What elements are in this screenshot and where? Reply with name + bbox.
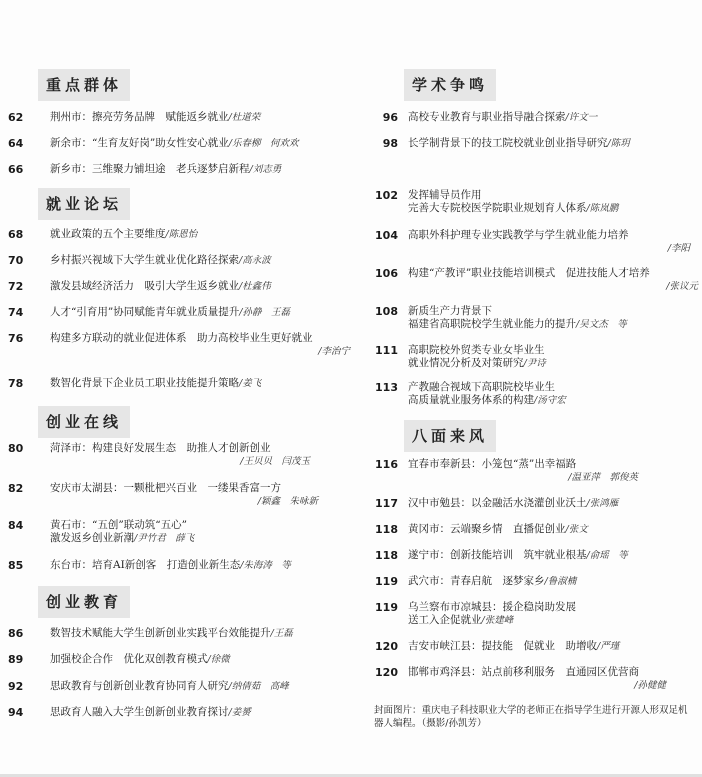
- entry-title: 新乡市：三维聚力铺坦途 老兵逐梦启新程: [50, 163, 250, 175]
- page-number: 113: [375, 381, 398, 394]
- entry-title: 汉中市勉县：以金融活水浇灌创业沃土: [408, 497, 587, 509]
- entry-author: /张鸿雁: [586, 498, 619, 509]
- page-number: 111: [375, 344, 398, 357]
- entry-author: /朱海涛 等: [240, 560, 291, 571]
- entry-title-line2: 福建省高职院校学生就业能力的提升: [408, 318, 576, 330]
- section-header-academic-debate: 学术争鸣: [404, 69, 496, 101]
- page-number: 120: [375, 640, 398, 653]
- section-header-startup-education: 创业教育: [38, 586, 130, 618]
- page-number: 80: [8, 442, 24, 455]
- entry-author: /孙健健: [634, 680, 666, 691]
- entry-title-line1: 新质生产力背景下: [408, 305, 492, 317]
- entry-author: /严瑾: [597, 641, 620, 652]
- section-header-employment-forum: 就业论坛: [38, 188, 130, 220]
- entry-author: /俞瑶 等: [586, 550, 628, 561]
- entry-title: 构建“产教评”职业技能培训模式 促进技能人才培养: [408, 267, 650, 279]
- section-header-key-groups: 重点群体: [38, 69, 130, 101]
- page-number: 68: [8, 228, 24, 241]
- cover-photo-caption: 封面图片：重庆电子科技职业大学的老师正在指导学生进行开源人形双足机器人编程。（摄影/孙凯芳）: [374, 705, 688, 729]
- entry-title: 荆州市：擦亮劳务品牌 赋能返乡就业: [50, 111, 229, 123]
- page-number: 85: [8, 559, 24, 572]
- entry-author: /许文一: [565, 112, 598, 123]
- entry-title: 东台市：培育AI新创客 打造创业新生态: [50, 559, 241, 571]
- page-number: 86: [8, 627, 24, 640]
- entry-title-line1: 乌兰察布市凉城县：援企稳岗助发展: [408, 601, 576, 613]
- entry-author: /汤守宏: [534, 395, 566, 406]
- entry-author: /颖鑫 朱咏新: [257, 496, 318, 507]
- page-number: 118: [375, 549, 398, 562]
- entry-author: /鲁淑楠: [544, 576, 577, 587]
- entry-author: /陈岚鹏: [586, 203, 619, 214]
- page-number: 118: [375, 523, 398, 536]
- entry-author: /乐春柳 何欢欢: [228, 138, 299, 149]
- entry-title: 人才“引育用”协同赋能青年就业质量提升: [50, 306, 240, 318]
- entry-title-line1: 发挥辅导员作用: [408, 189, 482, 201]
- entry-title: 数智化背景下企业员工职业技能提升策略: [50, 377, 239, 389]
- page-number: 102: [375, 189, 398, 202]
- entry-author: /吴文杰 等: [576, 319, 627, 330]
- entry-author: /张建峰: [481, 615, 514, 626]
- entry-title: 就业政策的五个主要维度: [50, 228, 166, 240]
- page-number: 119: [375, 601, 398, 614]
- entry-title: 武穴市：青春启航 逐梦家乡: [408, 575, 545, 587]
- entry-author: /尹竹君 薛飞: [134, 533, 195, 544]
- page-number: 106: [375, 267, 398, 280]
- page-number: 96: [382, 111, 398, 124]
- entry-title: 菏泽市：构建良好发展生态 助推人才创新创业: [50, 442, 271, 454]
- page-number: 74: [8, 306, 24, 319]
- section-header-all-directions: 八面来风: [404, 420, 496, 452]
- page-number: 117: [375, 497, 398, 510]
- entry-title-line1: 高职院校外贸类专业女毕业生: [408, 344, 545, 356]
- page-number: 82: [8, 482, 24, 495]
- entry-author: /刘志勇: [249, 164, 282, 175]
- entry-title: 新余市：“生育友好岗”助女性安心就业: [50, 137, 229, 149]
- entry-author: /姜飞: [239, 378, 262, 389]
- entry-title-line2: 高质量就业服务体系的构建: [408, 394, 534, 406]
- page-number: 70: [8, 254, 24, 267]
- entry-title: 加强校企合作 优化双创教育模式: [50, 653, 208, 665]
- page-number: 76: [8, 332, 24, 345]
- entry-author: /张议元: [666, 281, 698, 292]
- entry-author: /王磊: [270, 628, 293, 639]
- entry-author: /李治宁: [318, 346, 350, 357]
- entry-author: /王贝贝 闫茂玉: [240, 456, 310, 467]
- entry-author: /孙静 王磊: [239, 307, 290, 318]
- entry-author: /高永波: [239, 255, 271, 266]
- entry-author: /陈玥: [607, 138, 630, 149]
- entry-title-line2: 就业情况分析及对策研究: [408, 357, 524, 369]
- entry-author: /徐微: [207, 654, 230, 665]
- entry-author: /杜道荣: [228, 112, 261, 123]
- page-number: 62: [8, 111, 24, 124]
- entry-title: 邯郸市鸡泽县：站点前移利服务 直通园区优营商: [408, 666, 639, 678]
- entry-title: 高职外科护理专业实践教学与学生就业能力培养: [408, 229, 629, 241]
- section-header-startup-online: 创业在线: [38, 406, 130, 438]
- entry-title: 高校专业教育与职业指导融合探索: [408, 111, 566, 123]
- entry-title: 数智技术赋能大学生创新创业实践平台效能提升: [50, 627, 271, 639]
- entry-title-line1: 产教融合视域下高职院校毕业生: [408, 381, 555, 393]
- page-number: 108: [375, 305, 398, 318]
- entry-author: /温亚萍 郭俊英: [568, 472, 638, 483]
- entry-title: 安庆市太湖县：一颗枇杷兴百业 一缕果香富一方: [50, 482, 281, 494]
- entry-author: /张文: [565, 524, 588, 535]
- page-number: 84: [8, 519, 24, 532]
- entry-title: 乡村振兴视域下大学生就业优化路径探索: [50, 254, 239, 266]
- page-number: 104: [375, 229, 398, 242]
- page-number: 98: [382, 137, 398, 150]
- entry-title-line2: 激发返乡创业新潮: [50, 532, 134, 544]
- entry-title: 吉安市峡江县：提技能 促就业 助增收: [408, 640, 597, 652]
- page-number: 119: [375, 575, 398, 588]
- entry-title: 思政育人融入大学生创新创业教育探讨: [50, 706, 229, 718]
- page-number: 116: [375, 458, 398, 471]
- entry-author: /尹诗: [523, 358, 546, 369]
- page-number: 72: [8, 280, 24, 293]
- page-number: 120: [375, 666, 398, 679]
- entry-title: 思政教育与创新创业教育协同育人研究: [50, 680, 229, 692]
- page-number: 94: [8, 706, 24, 719]
- entry-author: /纳倩茹 高峰: [228, 681, 289, 692]
- entry-title: 宜春市奉新县：小笼包“蒸”出幸福路: [408, 458, 577, 470]
- entry-title-line1: 黄石市：“五创”联动筑“五心”: [50, 519, 187, 531]
- entry-author: /陈恩怡: [165, 229, 198, 240]
- entry-author: /李阳: [667, 243, 690, 254]
- page-number: 78: [8, 377, 24, 390]
- page-number: 92: [8, 680, 24, 693]
- entry-title-line2: 完善大专院校医学院职业规划育人体系: [408, 202, 587, 214]
- entry-title-line2: 送工入企促就业: [408, 614, 482, 626]
- page-number: 89: [8, 653, 24, 666]
- entry-title: 黄冈市：云端聚乡情 直播促创业: [408, 523, 566, 535]
- entry-title: 激发县域经济活力 吸引大学生返乡就业: [50, 280, 239, 292]
- entry-title: 构建多方联动的就业促进体系 助力高校毕业生更好就业: [50, 332, 313, 344]
- page-number: 64: [8, 137, 24, 150]
- entry-author: /杜鑫伟: [239, 281, 271, 292]
- entry-title: 长学制背景下的技工院校就业创业指导研究: [408, 137, 608, 149]
- entry-title: 遂宁市：创新技能培训 筑牢就业根基: [408, 549, 587, 561]
- page-number: 66: [8, 163, 24, 176]
- entry-author: /姜赟: [228, 707, 251, 718]
